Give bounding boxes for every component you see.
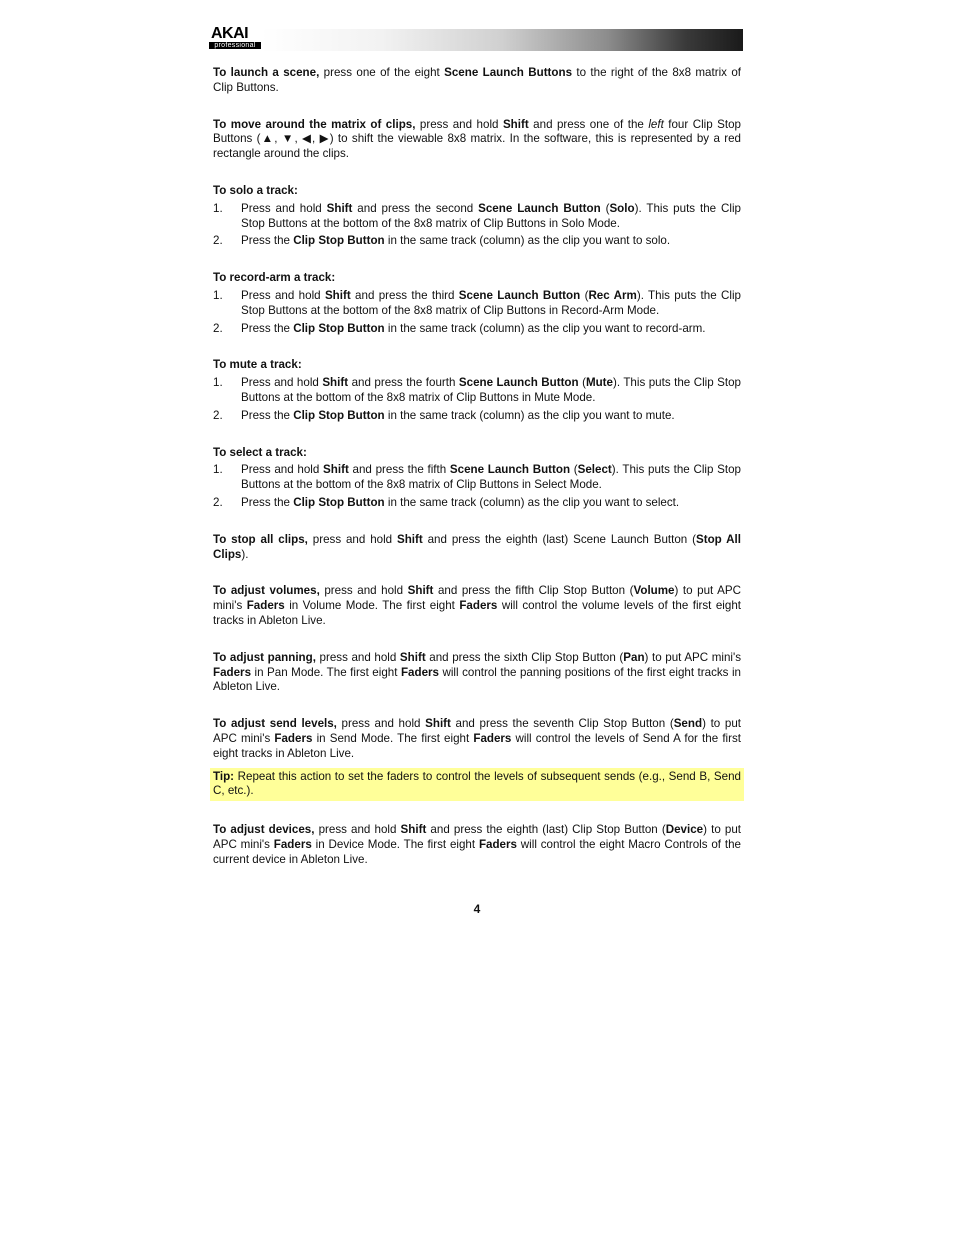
list-number: 1. [213, 463, 223, 477]
text: and press the seventh Clip Stop Button ( [450, 717, 674, 731]
bold-term: Scene Launch Buttons [444, 66, 573, 79]
text: will control the eight Macro Controls of the current device in Ableton Live. [213, 837, 741, 866]
bold-term: Faders [273, 837, 312, 851]
text: and press the eighth (last) Clip Stop Button ( [426, 823, 666, 837]
section-devices [213, 823, 741, 867]
section-heading: To solo a track: [213, 183, 298, 197]
text: and press the fifth Clip Stop Button ( [433, 584, 634, 598]
bold-term: Scene Launch Button [458, 376, 579, 390]
text: Press the [241, 234, 294, 248]
bold-term: Faders [400, 665, 439, 679]
text: press one of the eight [319, 66, 445, 79]
arrow-icons: ▲, ▼, ◀, ▶ [260, 132, 330, 146]
lead-phrase: To move around the matrix of clips, [213, 117, 416, 131]
paragraph [213, 651, 741, 695]
list-number: 1. [213, 376, 223, 390]
text: will control the levels of Send A for the first eight tracks in Ableton Live. [213, 731, 741, 760]
paragraph [213, 823, 741, 867]
header-gradient-bar [261, 29, 743, 51]
step-list [213, 463, 741, 510]
text: ) to put APC mini's [213, 823, 742, 851]
text: will control the panning positions of the first eight tracks in Ableton Live. [213, 665, 741, 694]
bold-term: Stop All Clips [213, 532, 741, 561]
text: ). This puts the Clip Stop Buttons at the bottom of the 8x8 matrix of Clip Buttons in Mute Mode. [241, 376, 741, 404]
text: to the right of the 8x8 matrix of Clip Buttons. [213, 66, 741, 94]
bold-term: Device [665, 823, 704, 837]
text: in Pan Mode. The first eight [251, 665, 401, 679]
list-item [213, 202, 741, 232]
text: ). This puts the Clip Stop Buttons at the bottom of the 8x8 matrix of Clip Buttons in Select Mode. [241, 463, 741, 492]
paragraph [213, 533, 741, 563]
bold-term: Shift [502, 117, 529, 131]
tip-text: Repeat this action to set the faders to control the levels of subsequent sends (e.g., Send B, Send C, etc.). [213, 769, 741, 798]
bold-term: Pan [623, 650, 645, 664]
text: Press and hold [241, 288, 325, 302]
page-header [209, 25, 743, 51]
text: press and hold [415, 117, 503, 131]
list-number: 1. [213, 288, 223, 302]
text: ( [578, 376, 586, 390]
manual-content [213, 66, 741, 889]
text: and press the eighth (last) Scene Launch Button ( [422, 532, 696, 546]
list-item [213, 463, 741, 493]
text: press and hold [314, 823, 401, 837]
text: in the same track (column) as the clip you want to mute. [384, 408, 675, 422]
text: ). This puts the Clip Stop Buttons at the bottom of the 8x8 matrix of Clip Buttons in Record-Arm Mode. [241, 288, 741, 317]
lead-phrase: To adjust send levels, [213, 717, 337, 731]
list-number: 1. [213, 201, 223, 215]
bold-term: Shift [399, 650, 426, 664]
list-number: 2. [213, 495, 223, 509]
italic-term: left [648, 117, 664, 131]
list-item [213, 322, 741, 337]
bold-term: Clip Stop Button [293, 234, 385, 248]
text: Press the [241, 321, 294, 335]
list-item [213, 376, 741, 406]
bold-term: Clip Stop Button [293, 495, 385, 509]
section-launch-scene [213, 66, 741, 96]
step-list [213, 376, 741, 423]
text: and press the third [350, 288, 459, 302]
lead-phrase: To adjust devices, [213, 823, 315, 837]
text: and press the second [352, 201, 479, 215]
text: in Send Mode. The first eight [312, 731, 474, 745]
list-number: 2. [213, 321, 223, 335]
section-send-levels [213, 717, 741, 801]
bold-term: Send [673, 717, 703, 731]
bold-term: Faders [274, 731, 313, 745]
text: ( [570, 463, 578, 477]
bold-term: Shift [323, 463, 349, 477]
bold-term: Scene Launch Button [478, 201, 601, 215]
section-move-matrix [213, 118, 741, 162]
list-number: 2. [213, 234, 223, 248]
bold-term: Rec Arm [588, 288, 637, 302]
text: and press one of the [528, 117, 649, 131]
paragraph [213, 584, 741, 628]
lead-phrase: To adjust volumes, [213, 584, 320, 598]
text: ). This puts the Clip Stop Buttons at the bottom of the 8x8 matrix of Clip Buttons in Solo Mode. [241, 201, 741, 230]
list-item [213, 234, 741, 249]
list-item [213, 289, 741, 319]
text: will control the volume levels of the first eight tracks in Ableton Live. [213, 599, 741, 627]
paragraph [213, 717, 741, 761]
section-heading: To select a track: [213, 445, 307, 459]
bold-term: Volume [633, 584, 675, 598]
text: Press the [241, 408, 294, 422]
bold-term: Clip Stop Button [293, 408, 385, 422]
bold-term: Shift [326, 201, 353, 215]
text: Press and hold [241, 201, 327, 215]
lead-phrase: To stop all clips, [213, 532, 308, 546]
text: ) to put APC mini's [213, 717, 742, 745]
section-volumes [213, 584, 741, 628]
bold-term: Mute [585, 376, 613, 390]
page-number: 4 [473, 902, 481, 916]
section-record-arm [213, 271, 741, 336]
section-select [213, 446, 741, 511]
bold-term: Select [577, 463, 612, 477]
paragraph [213, 66, 741, 96]
paragraph [213, 118, 741, 162]
text: and press the fifth [348, 463, 450, 477]
tip-box [210, 768, 744, 802]
tip-label: Tip: [213, 769, 235, 783]
bold-term: Scene Launch Button [458, 288, 581, 302]
text: Press the [241, 495, 294, 509]
section-mute [213, 358, 741, 423]
list-item [213, 409, 741, 424]
akai-professional-logo [209, 25, 261, 51]
logo-akai-text: AKAI [211, 25, 249, 42]
bold-term: Scene Launch Button [449, 463, 571, 477]
text: four Clip Stop Buttons ( [213, 117, 741, 146]
bold-term: Shift [400, 823, 427, 837]
text: in Volume Mode. The first eight [284, 599, 460, 613]
bold-term: Faders [478, 837, 517, 851]
section-stop-all [213, 533, 741, 563]
bold-term: Faders [213, 665, 252, 679]
bold-term: Solo [609, 201, 635, 215]
text: ) to put APC mini's [213, 584, 741, 613]
text: press and hold [319, 584, 408, 598]
bold-term: Faders [473, 731, 512, 745]
text: ) to put APC mini's [644, 650, 742, 664]
bold-term: Shift [425, 717, 451, 731]
text: Press and hold [241, 463, 324, 477]
lead-phrase: To adjust panning, [213, 650, 316, 664]
text: ( [580, 288, 589, 302]
text: press and hold [336, 717, 426, 731]
logo-professional-text: professional [209, 42, 261, 49]
section-heading: To mute a track: [213, 358, 302, 372]
text: in the same track (column) as the clip you want to solo. [384, 234, 671, 248]
text: ). [241, 547, 249, 561]
step-list [213, 289, 741, 336]
text: press and hold [315, 650, 400, 664]
text: and press the sixth Clip Stop Button ( [425, 650, 624, 664]
list-item [213, 496, 741, 511]
bold-term: Faders [459, 599, 498, 613]
section-solo [213, 184, 741, 249]
bold-term: Shift [324, 288, 351, 302]
section-heading: To record-arm a track: [213, 271, 336, 285]
bold-term: Faders [246, 599, 285, 613]
text: ) to shift the viewable 8x8 matrix. In the software, this is represented by a red rectangle around the clips. [213, 132, 742, 161]
step-list [213, 202, 741, 249]
list-number: 2. [213, 408, 223, 422]
bold-term: Clip Stop Button [293, 321, 385, 335]
text: Press and hold [241, 376, 323, 390]
text: ( [600, 201, 610, 215]
lead-phrase: To launch a scene, [213, 66, 320, 79]
bold-term: Shift [407, 584, 434, 598]
bold-term: Shift [322, 376, 349, 390]
text: in the same track (column) as the clip you want to record-arm. [384, 321, 706, 335]
text: press and hold [307, 532, 397, 546]
text: in Device Mode. The first eight [311, 837, 479, 851]
text: in the same track (column) as the clip you want to select. [384, 495, 680, 509]
section-panning [213, 651, 741, 695]
bold-term: Shift [396, 532, 423, 546]
text: and press the fourth [348, 376, 459, 390]
